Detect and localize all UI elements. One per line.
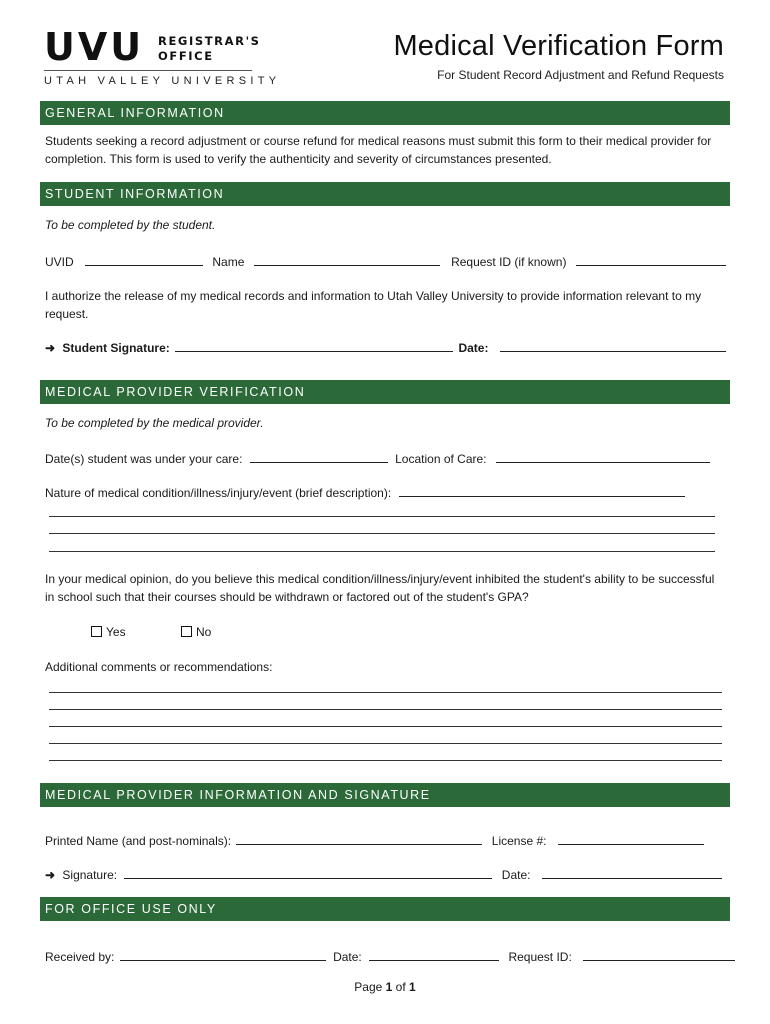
location-label: Location of Care: xyxy=(395,452,487,466)
comments-line-1[interactable] xyxy=(49,692,722,693)
section-office-use-only: FOR OFFICE USE ONLY xyxy=(40,897,730,921)
university-name: UTAH VALLEY UNIVERSITY xyxy=(44,75,281,87)
student-instruction: To be completed by the student. xyxy=(45,218,216,232)
name-label: Name xyxy=(212,255,245,269)
form-subtitle: For Student Record Adjustment and Refund Requests xyxy=(437,68,724,82)
arrow-right-icon: ➜ xyxy=(45,868,56,882)
received-by-label: Received by: xyxy=(45,950,115,964)
nature-row xyxy=(45,484,735,502)
provider-signature-row xyxy=(45,866,735,884)
page-of: of xyxy=(395,980,406,994)
nature-line-3[interactable] xyxy=(49,551,715,552)
page-number xyxy=(0,980,770,994)
student-date-field[interactable] xyxy=(500,339,726,352)
office-row xyxy=(45,948,735,966)
office-date-label: Date: xyxy=(333,950,362,964)
care-dates-row xyxy=(45,450,735,468)
student-signature-row xyxy=(45,339,735,357)
nature-field[interactable] xyxy=(399,484,685,497)
nature-line-2[interactable] xyxy=(49,533,715,534)
office-date-field[interactable] xyxy=(369,948,499,961)
student-id-row xyxy=(45,253,735,271)
no-option[interactable] xyxy=(181,623,211,641)
license-field[interactable] xyxy=(558,832,704,845)
logo-letter-u2: U xyxy=(110,25,143,69)
provider-signature-label: Signature: xyxy=(62,868,118,882)
page-current: 1 xyxy=(385,980,393,994)
name-field[interactable] xyxy=(254,253,440,266)
nature-line-1[interactable] xyxy=(49,516,715,517)
comments-line-2[interactable] xyxy=(49,709,722,710)
section-general-information: GENERAL INFORMATION xyxy=(40,101,730,125)
office-request-id-field[interactable] xyxy=(583,948,735,961)
comments-label: Additional comments or recommendations: xyxy=(45,660,273,674)
logo-letter-u1: U xyxy=(44,25,76,69)
section-medical-provider-verification: MEDICAL PROVIDER VERIFICATION xyxy=(40,380,730,404)
printed-name-label: Printed Name (and post-nominals): xyxy=(45,834,232,848)
no-checkbox[interactable] xyxy=(181,626,192,637)
form-title: Medical Verification Form xyxy=(393,30,724,62)
printed-name-field[interactable] xyxy=(236,832,482,845)
comments-line-4[interactable] xyxy=(49,743,722,744)
provider-date-label: Date: xyxy=(501,868,531,882)
uvid-field[interactable] xyxy=(85,253,203,266)
provider-instruction: To be completed by the medical provider. xyxy=(45,416,264,430)
logo-letter-v: V xyxy=(77,25,109,69)
nature-label: Nature of medical condition/illness/injury/event (brief description): xyxy=(45,486,392,500)
yes-checkbox[interactable] xyxy=(91,626,102,637)
office-line: OFFICE xyxy=(158,49,214,63)
student-date-label: Date: xyxy=(458,341,489,355)
logo-divider xyxy=(44,70,252,71)
section-provider-information-signature: MEDICAL PROVIDER INFORMATION AND SIGNATURE xyxy=(40,783,730,807)
location-field[interactable] xyxy=(496,450,710,463)
uvu-logo xyxy=(44,25,143,69)
arrow-right-icon: ➜ xyxy=(45,341,56,355)
page-prefix: Page xyxy=(354,980,383,994)
section-student-information: STUDENT INFORMATION xyxy=(40,182,730,206)
yes-option[interactable] xyxy=(91,623,126,641)
comments-line-3[interactable] xyxy=(49,726,722,727)
comments-line-5[interactable] xyxy=(49,760,722,761)
uvid-label: UVID xyxy=(45,255,74,269)
authorization-statement: I authorize the release of my medical records and information to Utah Valley University to provide information relevant to my request. xyxy=(45,289,702,321)
medical-opinion-question: In your medical opinion, do you believe this medical condition/illness/injury/event inhibited the student's ability to be successful in school such that their courses should be withdrawn or factored out of the student's GPA? xyxy=(45,572,715,604)
care-dates-field[interactable] xyxy=(250,450,388,463)
license-label: License #: xyxy=(491,834,547,848)
printed-name-row xyxy=(45,832,735,850)
student-signature-label: Student Signature: xyxy=(62,341,170,355)
page-total: 1 xyxy=(409,980,416,994)
registrar-line: REGISTRAR'S xyxy=(158,34,261,48)
provider-signature-field[interactable] xyxy=(124,866,492,879)
request-id-label: Request ID (if known) xyxy=(451,255,567,269)
office-request-id-label: Request ID: xyxy=(508,950,572,964)
yes-label: Yes xyxy=(106,625,126,639)
general-description: Students seeking a record adjustment or course refund for medical reasons must submit this form to their medical provider for completion. This form is used to verify the authenticity and severity of circumstances presented. xyxy=(45,134,712,166)
request-id-field[interactable] xyxy=(576,253,726,266)
no-label: No xyxy=(196,625,212,639)
registrar-office-wordmark xyxy=(158,34,261,64)
student-signature-field[interactable] xyxy=(175,339,453,352)
care-dates-label: Date(s) student was under your care: xyxy=(45,452,243,466)
provider-date-field[interactable] xyxy=(542,866,722,879)
received-by-field[interactable] xyxy=(120,948,326,961)
